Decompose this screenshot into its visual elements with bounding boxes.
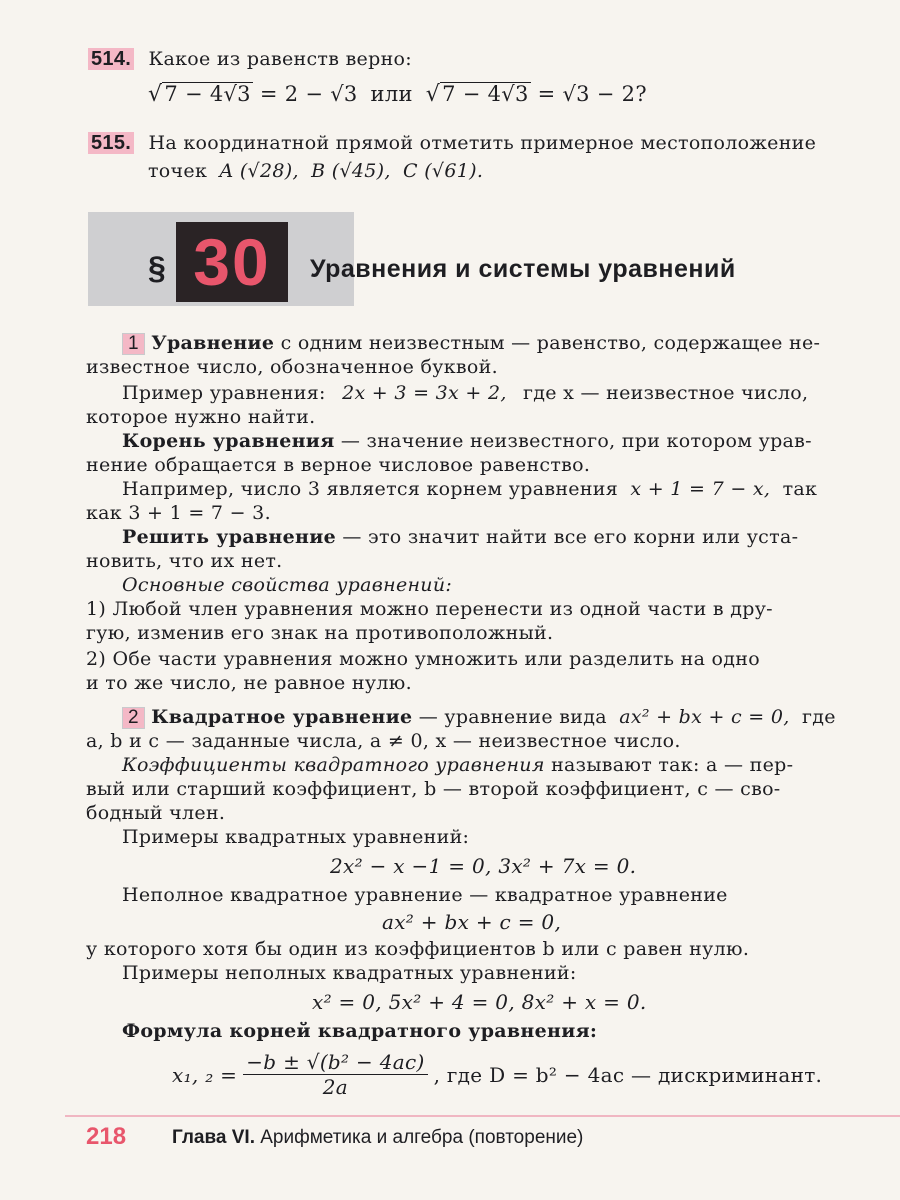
text-segment: так (782, 478, 818, 500)
section-number: 30 (176, 222, 288, 302)
formula-lhs: x₁, ₂ = (172, 1062, 238, 1087)
formula-rest: , где D = b² − 4ac — дискриминант. (433, 1062, 823, 1087)
section-sign: § (148, 250, 166, 286)
text-segment: где (801, 706, 836, 728)
chapter-number: Глава VI. (172, 1127, 255, 1148)
text-line: известное число, обозначенное буквой. (86, 356, 498, 378)
property-1: 1) Любой член уравнения можно перенести из одной части в дру- (86, 598, 773, 620)
problem-515 (88, 132, 816, 155)
point-a: A (√28), (219, 160, 299, 182)
term-solve: Решить уравнение (122, 526, 337, 548)
incomplete-examples: x² = 0, 5x² + 4 = 0, 8x² + x = 0. (312, 990, 647, 1014)
problem-number: 514. (88, 48, 134, 70)
property-2-cont: и то же число, не равное нулю. (86, 672, 412, 694)
item-badge-1: 1 (122, 333, 145, 355)
text-line: a, b и c — заданные числа, a ≠ 0, x — неизвестное число. (86, 730, 681, 752)
property-2: 2) Обе части уравнения можно умножить или разделить на одно (86, 648, 760, 670)
definition-equation (122, 332, 820, 355)
point-b: B (√45), (311, 160, 391, 182)
item-badge-2: 2 (122, 707, 145, 729)
text-line: которое нужно найти. (86, 406, 316, 428)
text-line: как 3 + 1 = 7 − 3. (86, 502, 271, 524)
problem-text: Какое из равенств верно: (148, 48, 412, 70)
properties-heading: Основные свойства уравнений: (122, 574, 453, 596)
section-title: Уравнения и системы уравнений (310, 255, 736, 283)
term-quadratic: Квадратное уравнение (151, 706, 413, 728)
problem-number: 515. (88, 132, 134, 154)
fraction-numerator: −b ± √(b² − 4ac) (243, 1050, 427, 1075)
radicand-2: 7 − 4√3 (442, 82, 529, 106)
text-line: Примеры неполных квадратных уравнений: (122, 962, 577, 984)
or-word: или (370, 82, 413, 106)
page-number: 218 (86, 1123, 127, 1150)
text-line: с одним неизвестным — равенство, содержащее не- (280, 332, 821, 354)
quadratic-examples: 2x² − x −1 = 0, 3x² + 7x = 0. (330, 854, 637, 878)
chapter-name: Арифметика и алгебра (повторение) (260, 1127, 584, 1148)
equation: 2x + 3 = 3x + 2, (342, 382, 507, 404)
equation-2-rhs: = √3 − 2? (537, 82, 647, 106)
definition-solve (122, 526, 798, 548)
equation: x + 1 = 7 − x, (630, 478, 771, 500)
text-line: Неполное квадратное уравнение — квадратное уравнение (122, 884, 728, 906)
roots-formula (172, 1050, 822, 1099)
term-root: Корень уравнения (122, 430, 335, 452)
problem-514-equations (148, 82, 647, 107)
text-segment: Например, число 3 является корнем уравнения (122, 478, 619, 500)
term-coefficients: Коэффициенты квадратного уравнения (122, 754, 545, 776)
property-1-cont: гую, изменив его знак на противоположный. (86, 622, 554, 644)
definition-root (122, 430, 812, 452)
fraction-denominator: 2a (322, 1075, 349, 1099)
equation-1-rhs: = 2 − √3 (259, 82, 358, 106)
text-segment: — значение неизвестного, при котором урав- (340, 430, 812, 452)
text-segment: — это значит найти все его корни или уста- (342, 526, 799, 548)
text-segment: где x — неизвестное число, (523, 382, 809, 404)
example-root (122, 478, 817, 500)
text-segment: — уравнение вида (418, 706, 607, 728)
problem-515-points (148, 160, 483, 182)
text-line: новить, что их нет. (86, 550, 283, 572)
text-line: Примеры квадратных уравнений: (122, 826, 470, 848)
equation: ax² + bx + c = 0, (619, 706, 790, 728)
formula-fraction (243, 1050, 427, 1099)
text-line: у которого хотя бы один из коэффициентов b или c равен нулю. (86, 938, 750, 960)
text-line: нение обращается в верное числовое равенство. (86, 454, 591, 476)
text-segment: Пример уравнения: (122, 382, 326, 404)
coefficients-line (122, 754, 793, 776)
chapter-title (172, 1127, 583, 1149)
text-line: вый или старший коэффициент, b — второй коэффициент, c — сво- (86, 778, 781, 800)
definition-quadratic (122, 706, 836, 729)
term-equation: Уравнение (151, 332, 275, 354)
radicand-1: 7 − 4√3 (164, 82, 251, 106)
radical-sign: √ (425, 82, 441, 107)
general-equation: ax² + bx + c = 0, (382, 910, 562, 934)
formula-heading: Формула корней квадратного уравнения: (122, 1020, 598, 1042)
footer-rule (65, 1115, 900, 1117)
radical-sign: √ (148, 82, 163, 107)
points-prefix: точек (148, 160, 208, 182)
example-line (122, 382, 808, 404)
point-c: C (√61). (403, 160, 484, 182)
problem-514 (88, 48, 412, 71)
text-segment: называют так: a — пер- (551, 754, 794, 776)
text-line: бодный член. (86, 802, 226, 824)
problem-text: На координатной прямой отметить примерное местоположение (148, 132, 817, 154)
